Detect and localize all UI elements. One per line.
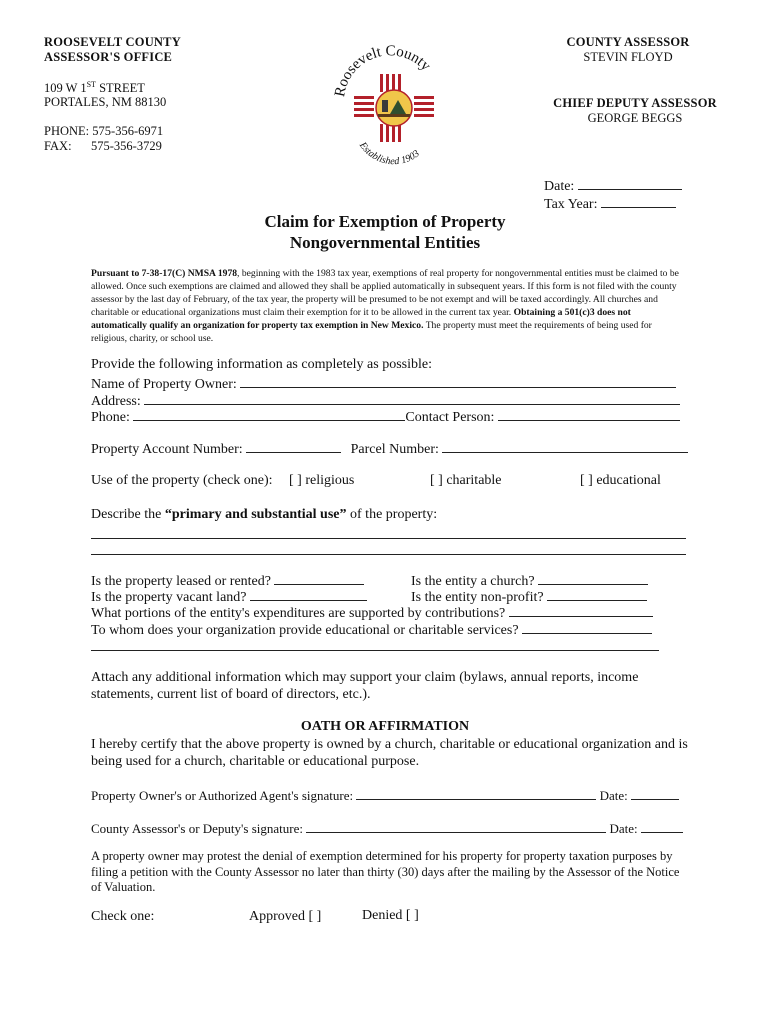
parcel-number-input-line[interactable] bbox=[442, 439, 688, 453]
office-fax: FAX: 575-356-3729 bbox=[44, 139, 162, 153]
oath-text: I hereby certify that the above property is owned by a church, charitable or educational organization and is being used for a church, charitable or educational purpose. bbox=[91, 737, 688, 769]
owner-name-input-line[interactable] bbox=[240, 374, 676, 388]
contact-person-input-line[interactable] bbox=[498, 407, 680, 421]
services-question: To whom does your organization provide educational or charitable services? bbox=[91, 620, 652, 639]
tax-year-input-line[interactable] bbox=[601, 194, 676, 208]
assessor-name: STEVIN FLOYD bbox=[583, 50, 673, 64]
nonprofit-question: Is the entity non-profit? bbox=[411, 587, 647, 606]
office-name: ROOSEVELT COUNTY bbox=[44, 35, 181, 49]
parcel-number-label: Parcel Number: bbox=[350, 442, 439, 457]
use-educational-checkbox[interactable]: [ ] educational bbox=[580, 473, 661, 488]
date-input-line[interactable] bbox=[578, 176, 682, 190]
address-input-line[interactable] bbox=[144, 391, 680, 405]
office-address-line1: 109 W 1ST STREET bbox=[44, 80, 145, 96]
approved-checkbox[interactable]: Approved [ ] bbox=[249, 909, 322, 924]
nonprofit-input-line[interactable] bbox=[547, 587, 647, 601]
use-label: Use of the property (check one): bbox=[91, 473, 273, 488]
deputy-title: CHIEF DEPUTY ASSESSOR bbox=[553, 96, 717, 110]
use-charitable-checkbox[interactable]: [ ] charitable bbox=[430, 473, 502, 488]
assessor-signature-field: County Assessor's or Deputy's signature: Date: bbox=[91, 819, 683, 837]
owner-date-line[interactable] bbox=[631, 786, 679, 800]
vacant-question: Is the property vacant land? bbox=[91, 587, 367, 606]
svg-text:Established 1903: Established 1903 bbox=[356, 140, 422, 168]
vacant-input-line[interactable] bbox=[250, 587, 367, 601]
assessor-date-line[interactable] bbox=[641, 819, 683, 833]
leased-question: Is the property leased or rented? bbox=[91, 571, 364, 590]
account-number-input-line[interactable] bbox=[246, 439, 341, 453]
describe-use-line-1[interactable] bbox=[91, 538, 686, 539]
church-input-line[interactable] bbox=[538, 571, 648, 585]
deputy-name: GEORGE BEGGS bbox=[587, 111, 683, 125]
account-number-field: Property Account Number: Parcel Number: bbox=[91, 439, 688, 458]
describe-use-label: Describe the “primary and substantial use” of the property: bbox=[91, 507, 438, 522]
church-question: Is the entity a church? bbox=[411, 571, 648, 590]
protest-notice: A property owner may protest the denial of exemption determined for his property for property taxation purposes by filing a petition with the County Assessor no later than thirty (30) days after the mailing by the Assessor of the Notice of Valuation. bbox=[91, 849, 680, 894]
assessor-signature-line[interactable] bbox=[306, 819, 606, 833]
assessor-date-label: Date: bbox=[609, 821, 638, 836]
svg-text:Roosevelt County: Roosevelt County bbox=[332, 43, 434, 99]
describe-use-line-2[interactable] bbox=[91, 554, 686, 555]
owner-name-field: Name of Property Owner: bbox=[91, 374, 676, 393]
form-instruction: Provide the following information as completely as possible: bbox=[91, 357, 432, 372]
denied-checkbox[interactable]: Denied [ ] bbox=[362, 908, 419, 923]
services-input-line[interactable] bbox=[522, 620, 652, 634]
office-phone: PHONE: 575-356-6971 bbox=[44, 124, 164, 138]
date-field: Date: bbox=[544, 176, 682, 195]
county-seal-logo bbox=[328, 38, 448, 168]
attach-info-text: Attach any additional information which may support your claim (bylaws, annual reports, income statements, current list of board of directors, etc.). bbox=[91, 670, 639, 702]
check-one-label: Check one: bbox=[91, 909, 155, 924]
intro-paragraph: Pursuant to 7-38-17(C) NMSA 1978, beginning with the 1983 tax year, exemptions of real property for nongovernmental entities must be claimed to be allowed. Once such exemptions are claimed and allowed they shall be applied automatically in subsequent years. If this form is not filed with the county assessor by the last day of February, of the tax year, the property will be presumed to be not exempt and will be taxed accordingly. All churches and charitable or educational organizations must claim their exemption for it to be allowed in the current tax year. Obtaining a 501(c)3 does not automatically qualify an organization for property tax exemption in New Mexico. The property must meet the requirements of being used for religious, charity, or school use. bbox=[91, 268, 679, 344]
oath-heading: OATH OR AFFIRMATION bbox=[300, 719, 470, 734]
tax-year-field: Tax Year: bbox=[544, 194, 676, 213]
form-subtitle: Nongovernmental Entities bbox=[289, 233, 481, 252]
portions-question: What portions of the entity's expenditures are supported by contributions? bbox=[91, 603, 653, 622]
address-field: Address: bbox=[91, 391, 680, 410]
portions-input-line[interactable] bbox=[509, 603, 653, 617]
owner-signature-line[interactable] bbox=[356, 786, 596, 800]
services-extra-line[interactable] bbox=[91, 650, 659, 651]
owner-signature-field: Property Owner's or Authorized Agent's signature: Date: bbox=[91, 786, 679, 804]
assessor-title: COUNTY ASSESSOR bbox=[566, 35, 690, 49]
leased-input-line[interactable] bbox=[274, 571, 364, 585]
form-title: Claim for Exemption of Property bbox=[264, 212, 506, 231]
contact-person-label: Contact Person: bbox=[405, 410, 495, 425]
owner-date-label: Date: bbox=[599, 788, 628, 803]
phone-input-line[interactable] bbox=[133, 407, 405, 421]
office-subtitle: ASSESSOR'S OFFICE bbox=[44, 50, 173, 64]
phone-field: Phone: Contact Person: bbox=[91, 407, 680, 426]
use-religious-checkbox[interactable]: [ ] religious bbox=[289, 473, 355, 488]
office-address-line2: PORTALES, NM 88130 bbox=[44, 95, 167, 109]
